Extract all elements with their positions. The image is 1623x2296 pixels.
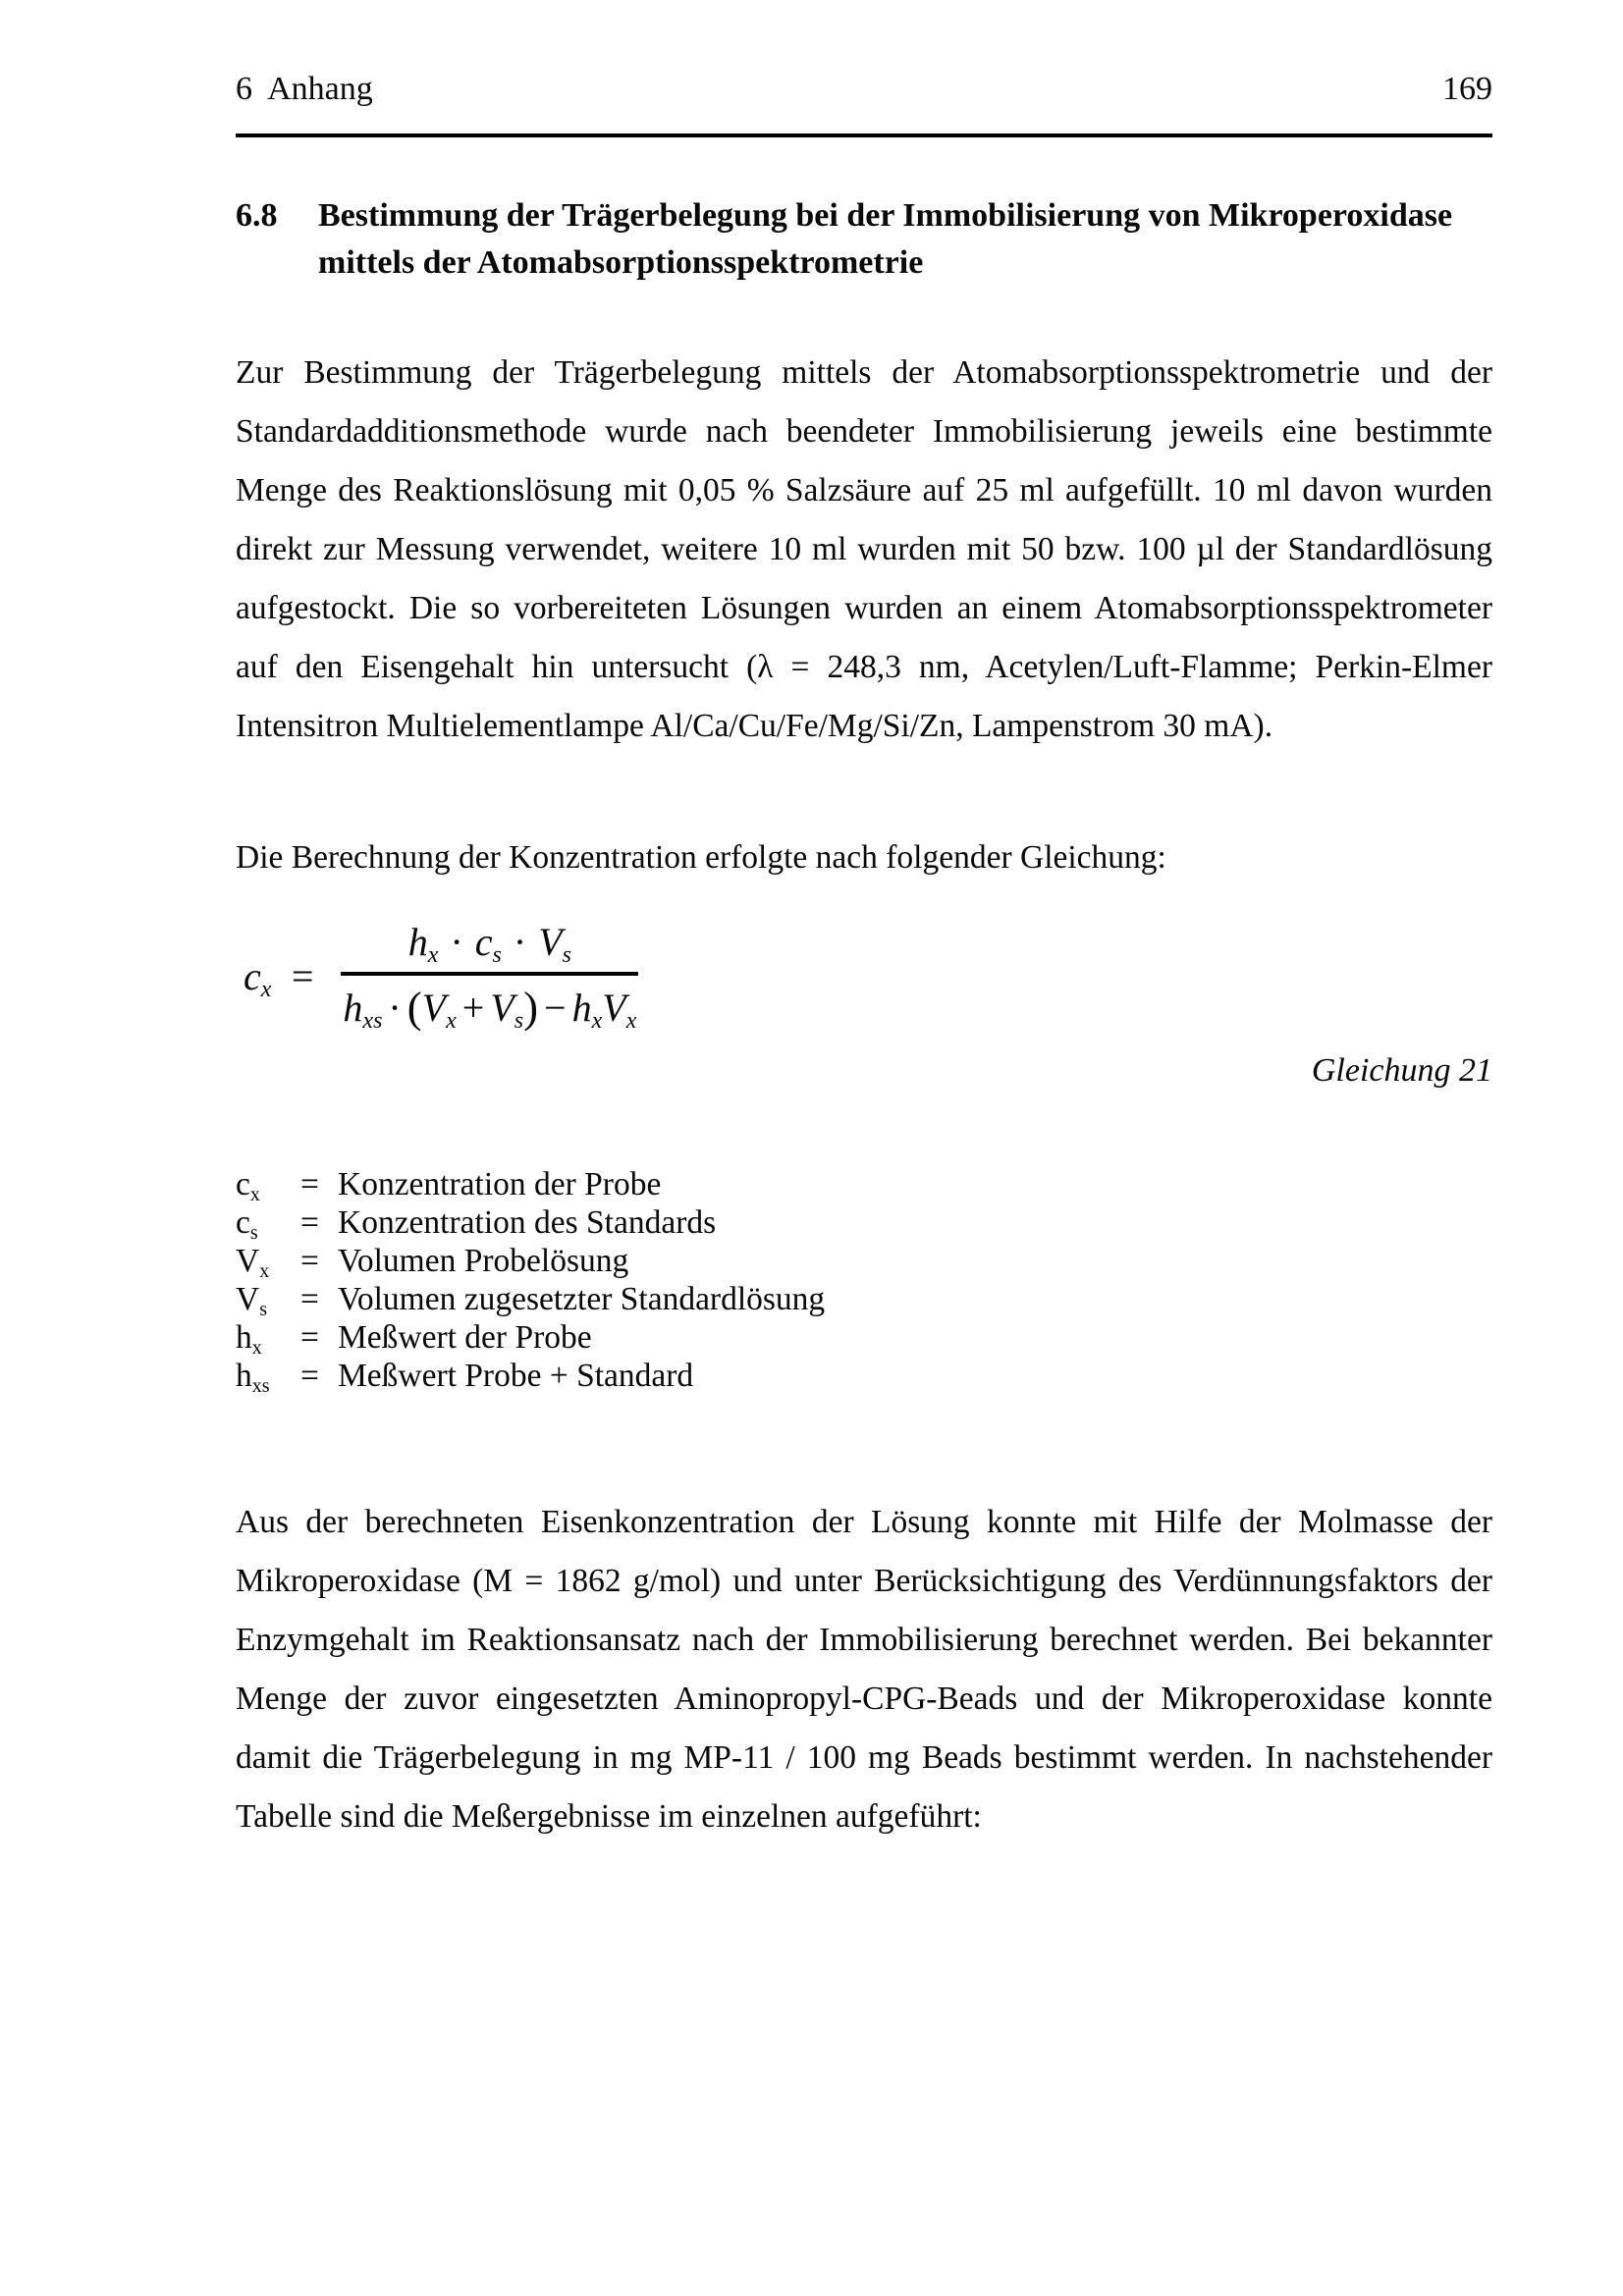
section-heading xyxy=(236,192,1492,287)
eq-open-paren: ( xyxy=(406,983,422,1032)
eq-fraction xyxy=(341,921,638,1032)
eq-num-dot-2: · xyxy=(513,920,527,964)
definition-equals: = xyxy=(300,1243,319,1280)
definition-row xyxy=(236,1203,1492,1245)
definition-text: Meßwert Probe + Standard xyxy=(338,1358,694,1395)
equation-21 xyxy=(243,921,1492,1032)
eq-num-var-1: $h_x$ xyxy=(407,920,439,969)
page-content xyxy=(236,0,1492,1846)
eq-denominator xyxy=(341,972,638,1032)
definition-row xyxy=(236,1242,1492,1283)
eq-plus-sign: + xyxy=(461,985,485,1030)
eq-lhs-var: c xyxy=(243,953,261,998)
eq-close-paren: ) xyxy=(523,983,539,1032)
eq-den-var-1: $h_{xs}$ xyxy=(343,985,383,1034)
definition-row xyxy=(236,1318,1492,1360)
eq-equals-sign: = xyxy=(289,953,316,998)
header-section-label: 6 Anhang xyxy=(236,71,373,107)
definition-text: Konzentration des Standards xyxy=(338,1204,717,1242)
definition-equals: = xyxy=(300,1319,319,1357)
eq-den-var-3: $V_s$ xyxy=(490,985,524,1034)
section-title: Bestimmung der Trägerbelegung bei der Immobilisierung von Mikroperoxidase mittels der Atomabsorptionsspektrometrie xyxy=(318,197,1453,281)
eq-num-dot-1: · xyxy=(450,920,463,964)
eq-den-var-2: $V_x$ xyxy=(421,985,457,1034)
definition-row xyxy=(236,1165,1492,1206)
definition-symbol: $c_x$ xyxy=(236,1166,260,1206)
eq-minus-sign: − xyxy=(544,985,567,1030)
definition-symbol: $V_s$ xyxy=(236,1281,268,1321)
definition-equals: = xyxy=(300,1358,319,1395)
definition-symbol: $V_x$ xyxy=(236,1243,270,1283)
definition-equals: = xyxy=(300,1281,319,1318)
definition-symbol: $h_x$ xyxy=(236,1319,262,1360)
symbol-definitions xyxy=(236,1165,1492,1398)
paragraph-equation-intro: Die Berechnung der Konzentration erfolgte nach folgender Gleichung: xyxy=(236,839,1166,876)
definition-text: Volumen Probelösung xyxy=(338,1243,629,1280)
definition-equals: = xyxy=(300,1204,319,1242)
definition-equals: = xyxy=(300,1166,319,1203)
equation-label: Gleichung 21 xyxy=(1311,1052,1492,1090)
definition-symbol: $h_{xs}$ xyxy=(236,1358,270,1398)
definition-text: Meßwert der Probe xyxy=(338,1319,592,1357)
page-number: 169 xyxy=(1442,71,1492,107)
eq-numerator xyxy=(401,921,579,972)
definition-row xyxy=(236,1280,1492,1321)
definition-text: Konzentration der Probe xyxy=(338,1166,662,1203)
eq-num-var-3: $V_s$ xyxy=(538,920,571,969)
paragraph-method: Zur Bestimmung der Trägerbelegung mittels der Atomabsorptionsspektrometrie und der Standardadditionsmethode wurde nach beendeter Immobilisierung jeweils eine bestimmte Menge des Reaktionslösung mit 0,05 % Salzsäure auf 25 ml aufgefüllt. 10 ml davon wurden direkt zur Messung verwendet, weitere 10 ml wurden mit 50 bzw. 100 µl der Standardlösung aufgestockt. Die so vorbereiteten Lösungen wurden an einem Atomabsorptionsspektrometer auf den Eisengehalt hin untersucht (λ = 248,3 nm, Acetylen/Luft-Flamme; Perkin-Elmer Intensitron Multielementlampe Al/Ca/Cu/Fe/Mg/Si/Zn, Lampenstrom 30 mA). xyxy=(236,354,1492,744)
definition-text: Volumen zugesetzter Standardlösung xyxy=(338,1281,826,1318)
running-header xyxy=(236,0,1492,137)
eq-lhs-sub: x xyxy=(260,976,272,1002)
eq-den-var-4: $h_x$ xyxy=(571,985,603,1034)
eq-lhs xyxy=(243,953,272,1002)
definition-symbol: $c_s$ xyxy=(236,1204,258,1245)
eq-den-var-5: $V_x$ xyxy=(602,985,637,1034)
definition-row xyxy=(236,1357,1492,1398)
eq-den-dot: · xyxy=(388,985,402,1030)
paragraph-results: Aus der berechneten Eisenkonzentration der Lösung konnte mit Hilfe der Molmasse der Mikroperoxidase (M = 1862 g/mol) und unter Berücksichtigung des Verdünnungsfaktors der Enzymgehalt im Reaktionsansatz nach der Immobilisierung berechnet werden. Bei bekannter Menge der zuvor eingesetzten Aminopropyl-CPG-Beads und der Mikroperoxidase konnte damit die Trägerbelegung in mg MP-11 / 100 mg Beads bestimmt werden. In nachstehender Tabelle sind die Meßergebnisse im einzelnen aufgeführt: xyxy=(236,1504,1492,1836)
section-number: 6.8 xyxy=(236,197,278,234)
eq-num-var-2: $c_s$ xyxy=(474,920,502,969)
